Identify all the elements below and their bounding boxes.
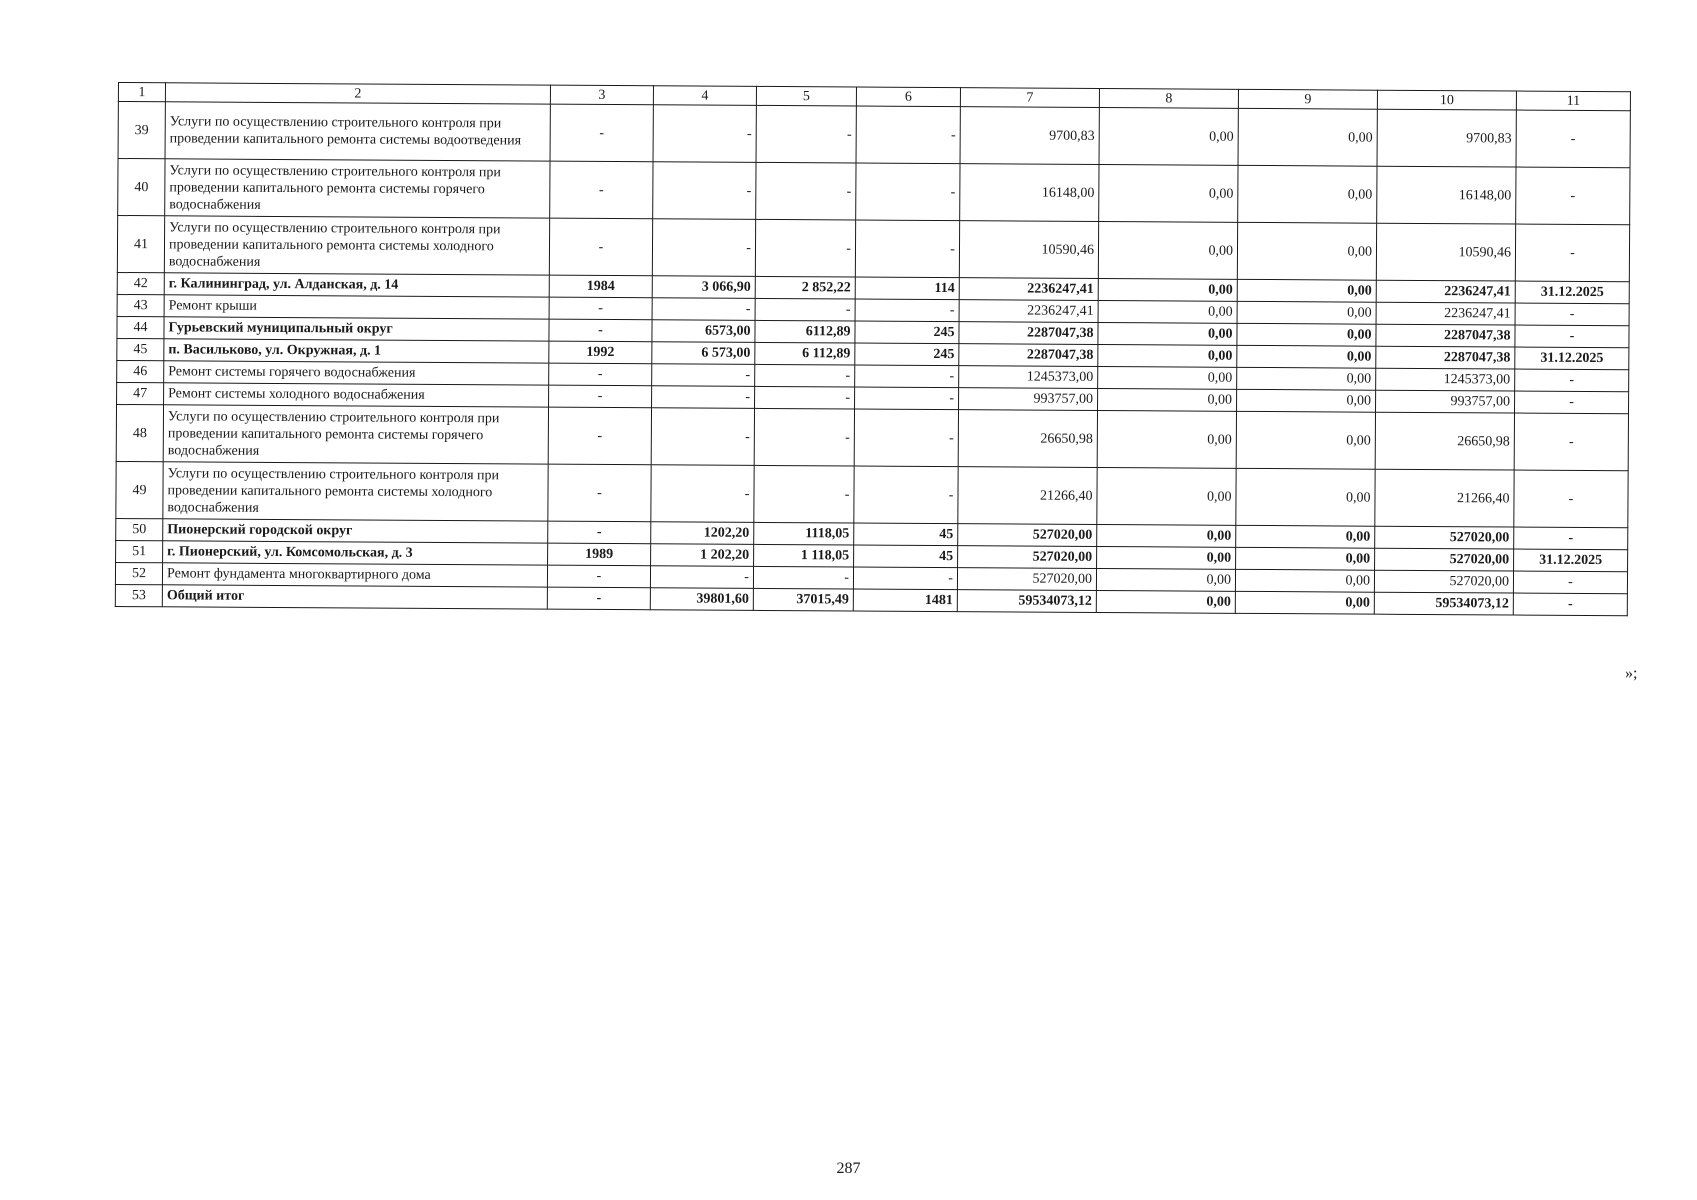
area-total-cell: 6 573,00 (652, 342, 755, 365)
area-total-cell: - (652, 364, 755, 387)
deadline-cell: - (1515, 303, 1629, 326)
row-number: 43 (117, 294, 164, 316)
row-number: 47 (117, 382, 164, 404)
residents-cell: 1481 (853, 589, 957, 612)
cost-total-cell: 527020,00 (958, 546, 1097, 569)
column-header: 3 (550, 85, 653, 105)
table-row (116, 461, 1628, 527)
deadline-cell: - (1513, 593, 1627, 616)
area-total-cell: - (653, 105, 756, 163)
row-description: Услуги по осуществлению строительного контроля при проведении капитального ремонта системы горячего водоснабжения (165, 159, 550, 218)
cost-owners-cell: 2236247,41 (1376, 302, 1515, 325)
cost-owners-cell: 2287047,38 (1376, 346, 1515, 369)
column-header: 10 (1377, 90, 1516, 110)
deadline-cell: - (1516, 110, 1630, 168)
cost-budget-cell: 0,00 (1236, 547, 1375, 570)
area-living-cell: 6 112,89 (755, 342, 855, 365)
row-description: п. Васильково, ул. Окружная, д. 1 (164, 339, 549, 363)
deadline-cell: - (1514, 470, 1628, 528)
cost-budget-cell: 0,00 (1237, 279, 1376, 302)
row-description: Пионерский городской округ (163, 519, 548, 543)
area-total-cell: 1 202,20 (651, 544, 754, 567)
cost-total-cell: 10590,46 (959, 221, 1098, 279)
residents-cell: - (855, 220, 959, 278)
year-cell: - (547, 587, 650, 610)
year-cell: - (549, 297, 652, 320)
table-row (118, 102, 1630, 168)
year-cell: - (549, 385, 652, 408)
area-total-cell: 39801,60 (650, 588, 753, 611)
residents-cell: 245 (855, 343, 959, 366)
year-cell: - (547, 565, 650, 588)
area-living-cell: - (754, 408, 854, 466)
cost-budget-cell: 0,00 (1235, 569, 1374, 592)
column-header: 7 (960, 88, 1099, 108)
cost-fund-cell: 0,00 (1098, 278, 1237, 301)
cost-budget-cell: 0,00 (1237, 222, 1376, 280)
row-number: 39 (118, 102, 165, 159)
area-total-cell: - (651, 465, 754, 523)
residents-cell: 114 (855, 277, 959, 300)
row-number: 40 (118, 159, 165, 216)
cost-fund-cell: 0,00 (1097, 467, 1236, 525)
cost-total-cell: 527020,00 (958, 524, 1097, 547)
year-cell: - (548, 521, 651, 544)
year-cell: - (549, 218, 652, 276)
cost-owners-cell: 9700,83 (1377, 109, 1516, 167)
table-row (116, 404, 1628, 470)
cost-total-cell: 9700,83 (960, 107, 1099, 165)
cost-owners-cell: 2236247,41 (1376, 280, 1515, 303)
deadline-cell: - (1516, 167, 1630, 225)
row-number: 41 (117, 216, 164, 273)
cost-budget-cell: 0,00 (1238, 108, 1377, 166)
row-number: 49 (116, 461, 163, 518)
cost-owners-cell: 59534073,12 (1374, 592, 1513, 615)
cost-fund-cell: 0,00 (1099, 107, 1238, 165)
area-total-cell: - (652, 298, 755, 321)
cost-total-cell: 2287047,38 (959, 322, 1098, 345)
area-total-cell: 3 066,90 (652, 276, 755, 299)
residents-cell: - (854, 409, 958, 467)
row-description: Услуги по осуществлению строительного контроля при проведении капитального ремонта системы водоотведения (165, 102, 550, 161)
row-description: Ремонт крыши (164, 295, 549, 319)
area-total-cell: - (652, 386, 755, 409)
area-living-cell: - (754, 465, 854, 523)
row-description: Ремонт фундамента многоквартирного дома (162, 563, 547, 587)
area-total-cell: 6573,00 (652, 320, 755, 343)
year-cell: - (548, 407, 651, 465)
column-header: 6 (856, 87, 960, 107)
deadline-cell: - (1513, 571, 1627, 594)
area-total-cell: 1202,20 (651, 522, 754, 545)
column-header: 4 (653, 86, 756, 106)
cost-fund-cell: 0,00 (1098, 221, 1237, 279)
row-description: Гурьевский муниципальный округ (164, 317, 549, 341)
residents-cell: - (855, 387, 959, 410)
table-body (115, 83, 1630, 616)
area-total-cell: - (650, 566, 753, 589)
cost-fund-cell: 0,00 (1097, 546, 1236, 569)
cost-owners-cell: 527020,00 (1375, 548, 1514, 571)
document-table (115, 82, 1631, 616)
cost-total-cell: 2287047,38 (959, 344, 1098, 367)
area-living-cell: - (755, 386, 855, 409)
deadline-cell: - (1514, 413, 1628, 471)
row-description: Услуги по осуществлению строительного контроля при проведении капитального ремонта системы холодного водоснабжения (163, 462, 548, 521)
deadline-cell: 31.12.2025 (1515, 281, 1629, 304)
residents-cell: - (854, 466, 958, 524)
cost-total-cell: 993757,00 (959, 388, 1098, 411)
row-number: 42 (117, 272, 164, 294)
residents-cell: - (855, 299, 959, 322)
table-row (118, 159, 1630, 225)
area-living-cell: 1118,05 (754, 522, 854, 545)
cost-owners-cell: 2287047,38 (1376, 324, 1515, 347)
cost-fund-cell: 0,00 (1096, 568, 1235, 591)
cost-total-cell: 26650,98 (958, 410, 1097, 468)
column-header: 8 (1099, 88, 1238, 108)
year-cell: - (549, 319, 652, 342)
area-total-cell: - (653, 162, 756, 220)
deadline-cell: - (1514, 527, 1628, 550)
cost-total-cell: 527020,00 (957, 568, 1096, 591)
cost-budget-cell: 0,00 (1235, 591, 1374, 614)
area-living-cell: 2 852,22 (755, 276, 855, 299)
cost-owners-cell: 527020,00 (1375, 526, 1514, 549)
cost-owners-cell: 16148,00 (1377, 166, 1516, 224)
cost-fund-cell: 0,00 (1097, 524, 1236, 547)
deadline-cell: - (1515, 391, 1629, 414)
area-living-cell: 37015,49 (753, 588, 853, 611)
cost-total-cell: 59534073,12 (957, 590, 1096, 613)
cost-fund-cell: 0,00 (1098, 366, 1237, 389)
row-number: 50 (116, 518, 163, 540)
row-description: г. Пионерский, ул. Комсомольская, д. 3 (163, 541, 548, 565)
cost-total-cell: 21266,40 (958, 467, 1097, 525)
cost-budget-cell: 0,00 (1237, 301, 1376, 324)
row-number: 45 (117, 338, 164, 360)
row-number: 46 (117, 360, 164, 382)
cost-budget-cell: 0,00 (1236, 411, 1375, 469)
column-header: 1 (118, 83, 165, 102)
cost-total-cell: 2236247,41 (959, 300, 1098, 323)
cost-budget-cell: 0,00 (1237, 345, 1376, 368)
row-number: 51 (116, 540, 163, 562)
cost-fund-cell: 0,00 (1097, 410, 1236, 468)
row-number: 44 (117, 316, 164, 338)
row-number: 48 (116, 404, 163, 461)
deadline-cell: - (1515, 369, 1629, 392)
residents-cell: 245 (855, 321, 959, 344)
area-living-cell: - (753, 566, 853, 589)
row-number: 52 (115, 562, 162, 584)
area-living-cell: - (755, 219, 855, 277)
cost-fund-cell: 0,00 (1098, 344, 1237, 367)
area-living-cell: - (756, 162, 856, 220)
area-total-cell: - (651, 408, 754, 466)
cost-budget-cell: 0,00 (1237, 367, 1376, 390)
cost-fund-cell: 0,00 (1098, 300, 1237, 323)
deadline-cell: 31.12.2025 (1515, 347, 1629, 370)
area-living-cell: 6112,89 (755, 320, 855, 343)
column-header: 2 (165, 83, 550, 104)
closing-quote-mark: »; (1625, 665, 1638, 682)
table-row (117, 216, 1629, 282)
cost-fund-cell: 0,00 (1098, 322, 1237, 345)
cost-owners-cell: 527020,00 (1374, 570, 1513, 593)
cost-budget-cell: 0,00 (1238, 165, 1377, 223)
year-cell: - (550, 161, 653, 219)
residents-cell: - (853, 567, 957, 590)
column-header: 5 (756, 86, 856, 106)
area-total-cell: - (652, 219, 755, 277)
row-description: Общий итог (162, 585, 547, 609)
row-description: Услуги по осуществлению строительного контроля при проведении капитального ремонта системы горячего водоснабжения (163, 405, 548, 464)
deadline-cell: - (1515, 325, 1629, 348)
cost-owners-cell: 21266,40 (1375, 469, 1514, 527)
row-description: г. Калининград, ул. Алданская, д. 14 (164, 273, 549, 297)
cost-owners-cell: 26650,98 (1375, 412, 1514, 470)
residents-cell: 45 (854, 545, 958, 568)
cost-budget-cell: 0,00 (1236, 525, 1375, 548)
area-living-cell: - (755, 298, 855, 321)
cost-total-cell: 2236247,41 (959, 278, 1098, 301)
deadline-cell: 31.12.2025 (1514, 549, 1628, 572)
year-cell: - (550, 104, 653, 162)
cost-budget-cell: 0,00 (1236, 468, 1375, 526)
cost-fund-cell: 0,00 (1096, 590, 1235, 613)
column-header: 9 (1238, 89, 1377, 109)
year-cell: 1984 (549, 275, 652, 298)
area-living-cell: 1 118,05 (754, 544, 854, 567)
row-description: Ремонт системы горячего водоснабжения (164, 361, 549, 385)
year-cell: - (549, 363, 652, 386)
residents-cell: - (855, 365, 959, 388)
year-cell: - (548, 464, 651, 522)
cost-fund-cell: 0,00 (1098, 388, 1237, 411)
column-header: 11 (1516, 91, 1630, 111)
row-description: Услуги по осуществлению строительного контроля при проведении капитального ремонта системы холодного водоснабжения (164, 216, 549, 275)
cost-budget-cell: 0,00 (1237, 323, 1376, 346)
cost-fund-cell: 0,00 (1099, 164, 1238, 222)
cost-owners-cell: 1245373,00 (1376, 368, 1515, 391)
cost-total-cell: 1245373,00 (959, 366, 1098, 389)
row-number: 53 (115, 584, 162, 606)
area-living-cell: - (756, 105, 856, 163)
cost-budget-cell: 0,00 (1237, 389, 1376, 412)
area-living-cell: - (755, 364, 855, 387)
residents-cell: 45 (854, 523, 958, 546)
residents-cell: - (856, 163, 960, 221)
year-cell: 1989 (548, 543, 651, 566)
deadline-cell: - (1515, 224, 1629, 282)
residents-cell: - (856, 106, 960, 164)
cost-total-cell: 16148,00 (960, 164, 1099, 222)
page-number: 287 (836, 1160, 861, 1177)
row-description: Ремонт системы холодного водоснабжения (164, 383, 549, 407)
cost-owners-cell: 993757,00 (1376, 390, 1515, 413)
cost-owners-cell: 10590,46 (1376, 223, 1515, 281)
year-cell: 1992 (549, 341, 652, 364)
